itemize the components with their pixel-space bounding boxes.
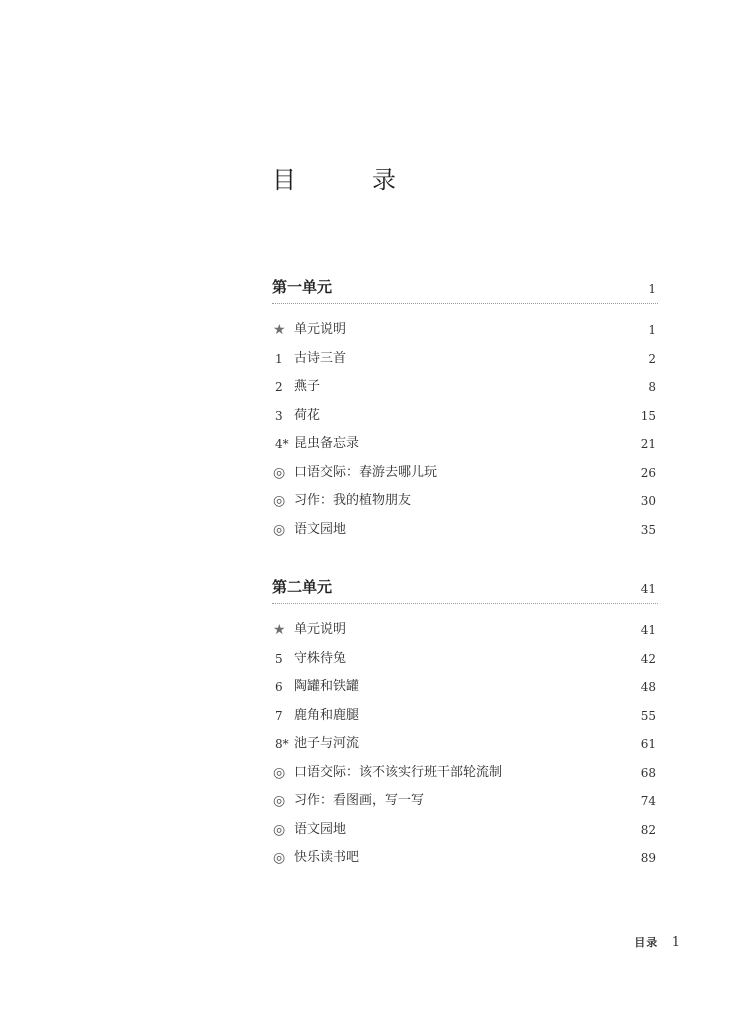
unit-header	[272, 577, 658, 604]
toc-entry-title: 语文园地	[294, 821, 347, 837]
toc-entry-title: 古诗三首	[294, 350, 347, 366]
toc-entry-title: 昆虫备忘录	[294, 436, 360, 451]
unit-title: 第二单元	[272, 578, 333, 596]
toc-entry-page: 30	[640, 494, 656, 508]
unit-page-number: 1	[648, 282, 656, 296]
lesson-number: 8*	[275, 737, 289, 751]
toc-entry-page: 1	[648, 323, 656, 337]
toc-entry-page: 8	[648, 380, 656, 394]
toc-entry-title: 单元说明	[294, 322, 347, 337]
toc-entry	[272, 377, 658, 406]
toc-entry	[272, 320, 658, 349]
toc-entry	[272, 763, 658, 792]
double-circle-icon: ◎	[273, 850, 286, 866]
toc-entries	[272, 620, 658, 877]
double-circle-icon: ◎	[273, 493, 286, 509]
toc-entry-title: 荷花	[294, 407, 321, 423]
unit-header	[272, 277, 658, 304]
toc-entries	[272, 320, 658, 548]
toc-entry-title: 习作：看图画，写一写	[294, 793, 425, 808]
toc-entry-page: 35	[640, 522, 656, 537]
toc-entry-title: 快乐读书吧	[294, 850, 360, 865]
toc-entry	[272, 406, 658, 435]
lesson-number: 3	[275, 408, 283, 423]
toc-entry	[272, 848, 658, 877]
toc-entry-title: 单元说明	[294, 622, 347, 637]
toc-entry-page: 15	[640, 408, 656, 423]
toc-entry-title: 燕子	[294, 379, 321, 394]
toc-entry-page: 48	[640, 680, 656, 694]
toc-entry-title: 守株待兔	[294, 650, 347, 666]
toc-entry	[272, 820, 658, 849]
toc-entry-page: 2	[648, 351, 656, 366]
star-icon: ★	[273, 622, 286, 638]
toc-entry	[272, 791, 658, 820]
unit-section	[272, 577, 658, 877]
double-circle-icon: ◎	[273, 821, 286, 838]
toc-entry	[272, 463, 658, 492]
toc-entry-page: 42	[640, 651, 656, 666]
footer-page-number: 1	[671, 935, 680, 950]
toc-entry-page: 41	[640, 623, 656, 637]
toc-entry-title: 口语交际：该不该实行班干部轮流制	[294, 764, 503, 780]
page-footer	[634, 934, 680, 950]
toc-entry-page: 82	[640, 822, 656, 837]
toc-entry-page: 68	[640, 765, 656, 780]
toc-entry	[272, 677, 658, 706]
toc-entry	[272, 349, 658, 378]
toc-entry-page: 55	[640, 708, 656, 723]
toc-entry-title: 习作：我的植物朋友	[294, 493, 412, 508]
lesson-number: 4*	[275, 437, 289, 451]
lesson-number: 2	[275, 380, 283, 394]
unit-title: 第一单元	[272, 278, 333, 296]
toc-entry-page: 89	[640, 851, 656, 865]
toc-entry	[272, 620, 658, 649]
toc-entry-page: 26	[640, 465, 656, 480]
lesson-number: 1	[275, 351, 283, 366]
toc-entry	[272, 491, 658, 520]
toc-entry	[272, 706, 658, 735]
toc-entry-title: 池子与河流	[294, 736, 360, 751]
double-circle-icon: ◎	[273, 521, 286, 538]
toc-entry-page: 74	[640, 794, 656, 808]
lesson-number: 5	[275, 651, 283, 666]
page-title: 目 录	[272, 166, 422, 194]
star-icon: ★	[273, 322, 286, 338]
lesson-number: 7	[275, 708, 283, 723]
toc-entry-title: 鹿角和鹿腿	[294, 707, 360, 723]
toc-entry	[272, 734, 658, 763]
toc-entry-title: 语文园地	[294, 521, 347, 537]
double-circle-icon: ◎	[273, 464, 286, 481]
toc-entry-page: 21	[640, 437, 656, 451]
toc-entry-title: 口语交际：春游去哪儿玩	[294, 464, 438, 480]
toc-entry-title: 陶罐和铁罐	[294, 679, 360, 694]
footer-label: 目录	[634, 936, 659, 949]
lesson-number: 6	[275, 680, 283, 694]
unit-section	[272, 277, 658, 548]
double-circle-icon: ◎	[273, 793, 286, 809]
double-circle-icon: ◎	[273, 764, 286, 781]
toc-entry-page: 61	[640, 737, 656, 751]
toc-entry	[272, 434, 658, 463]
toc-entry	[272, 520, 658, 549]
toc-entry	[272, 649, 658, 678]
unit-page-number: 41	[640, 582, 656, 596]
